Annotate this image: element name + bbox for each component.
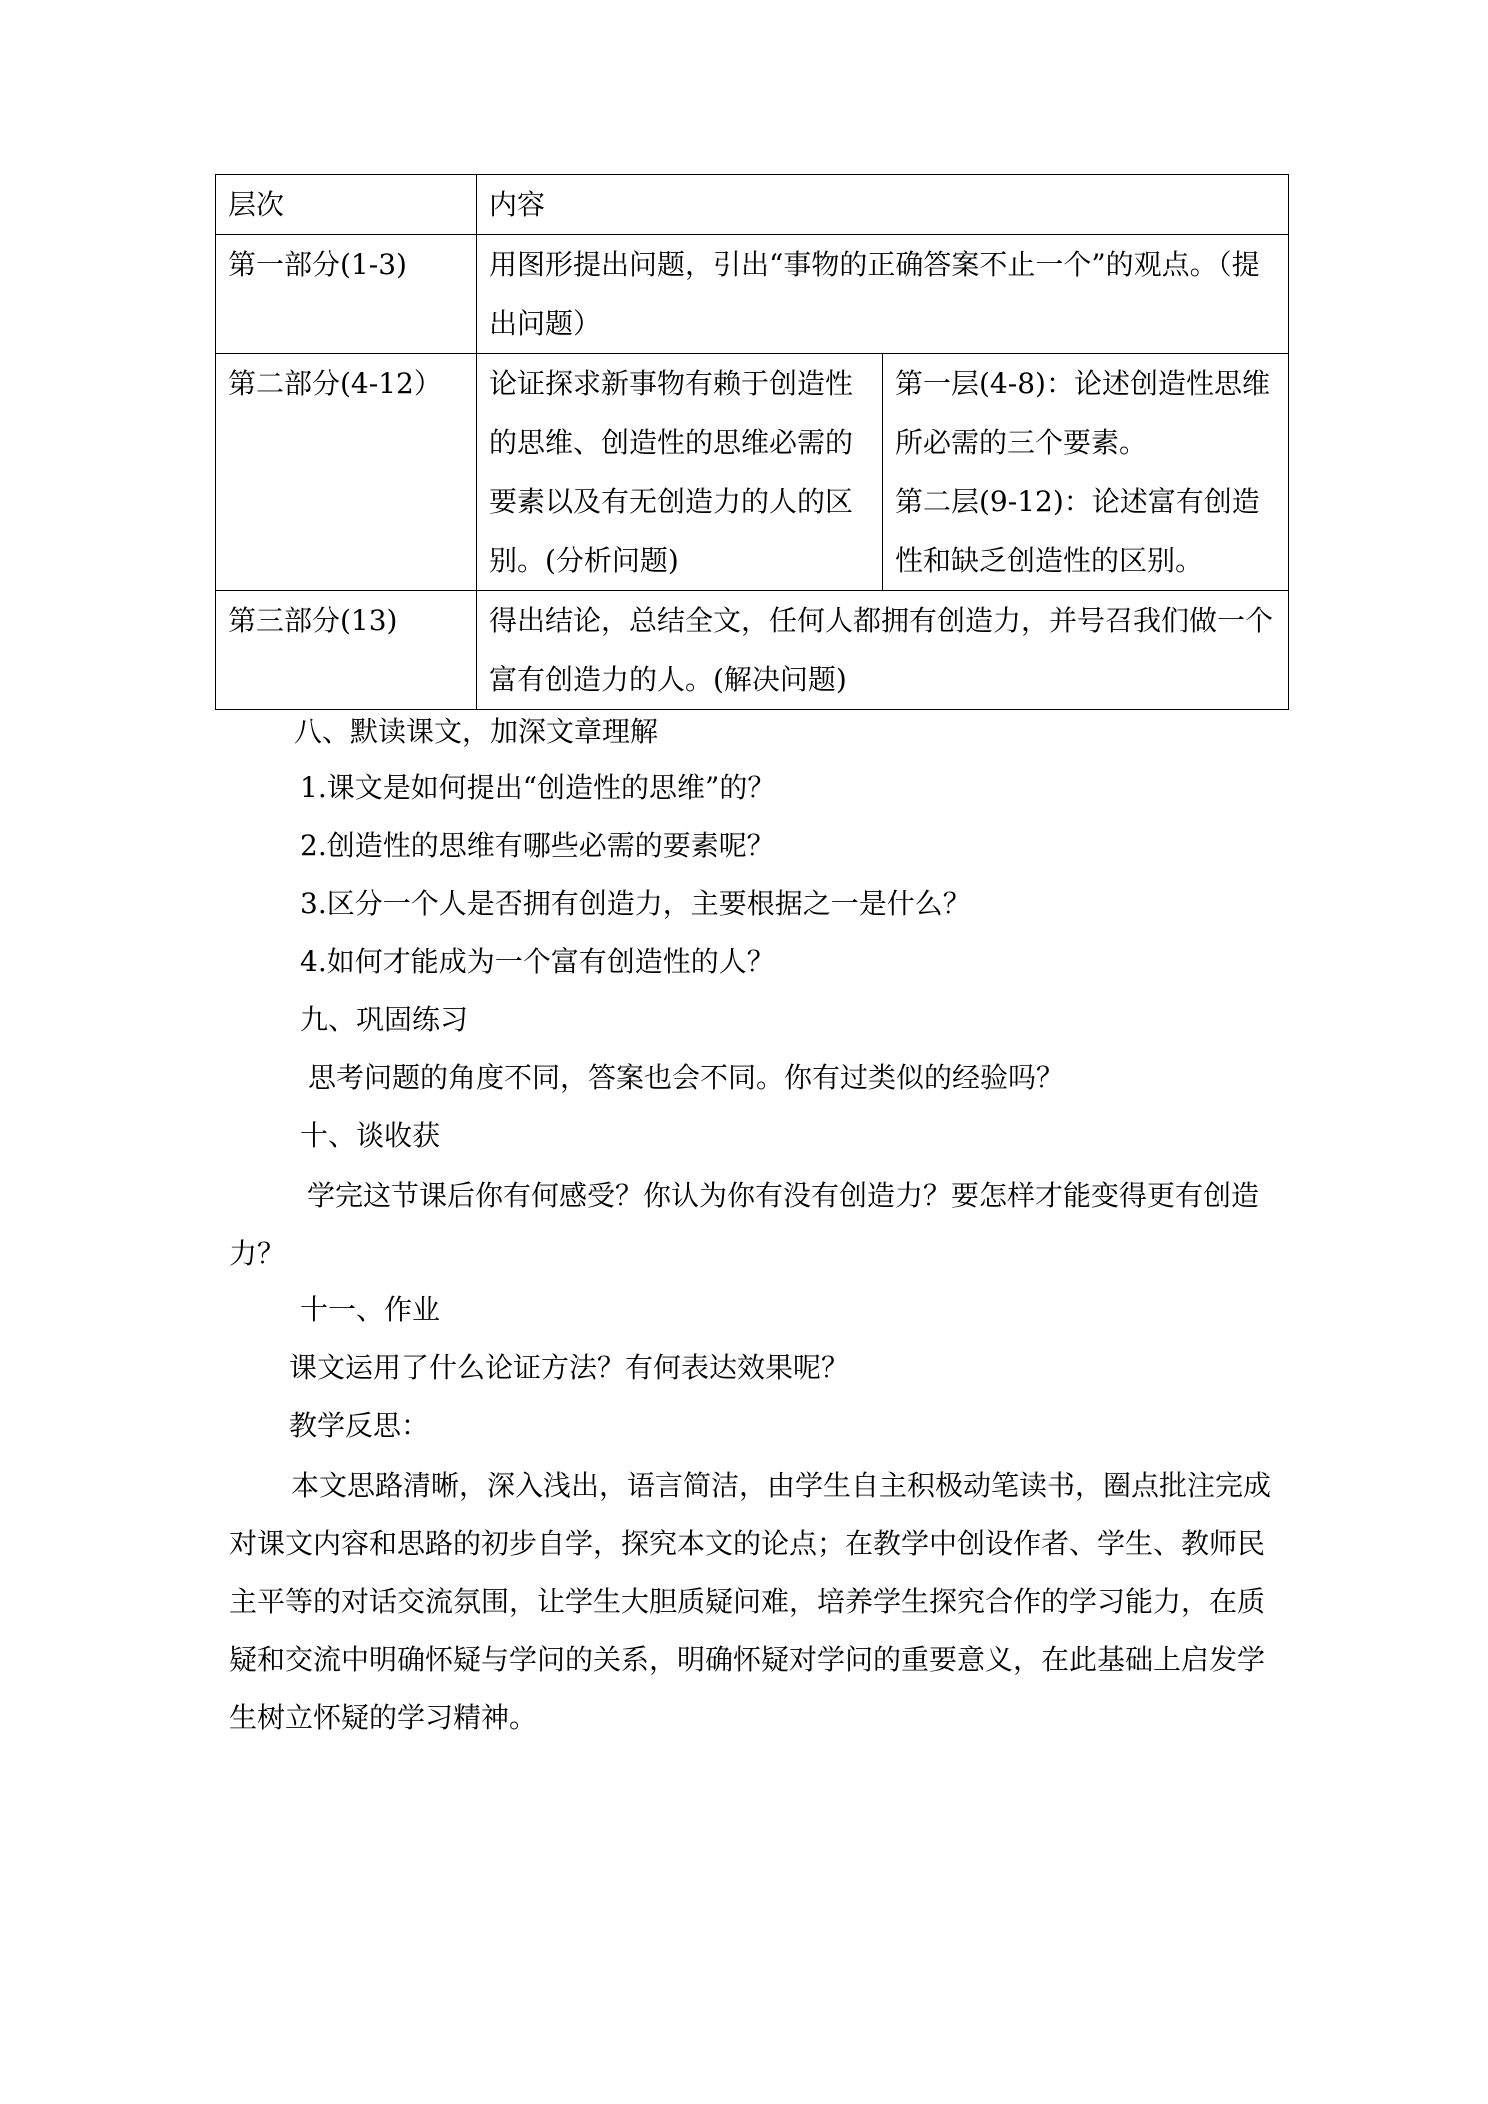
structure-table (215, 174, 1289, 710)
reflection-heading: 教学反思： (289, 1409, 430, 1442)
row-level: 第一部分(1-3) (216, 235, 477, 354)
row-level: 第三部分(13) (216, 591, 477, 710)
section-8-heading: 八、默读课文，加深文章理解 (294, 715, 659, 748)
section-10-text: 学完这节课后你有何感受？你认为你有没有创造力？要怎样才能变得更有创造力？ (229, 1179, 1260, 1270)
row-layers (883, 354, 1289, 591)
section-11-text: 课文运用了什么论证方法？有何表达效果呢？ (289, 1351, 850, 1384)
section-11-heading: 十一、作业 (300, 1293, 441, 1326)
question-4: 4.如何才能成为一个富有创造性的人？ (300, 945, 775, 978)
reflection-text: 本文思路清晰，深入浅出，语言简洁，由学生自主积极动笔读书，圈点批注完成对课文内容和思路的初步自学，探究本文的论点；在教学中创设作者、学生、教师民主平等的对话交流氛围，让学生大胆质疑问难，培养学生探究合作的学习能力，在质疑和交流中明确怀疑与学问的关系，明确怀疑对学问的重要意义，在此基础上启发学生树立怀疑的学习精神。 (229, 1469, 1272, 1734)
row-content: 用图形提出问题，引出“事物的正确答案不止一个”的观点。（提出问题） (477, 235, 1289, 354)
table-header-row (216, 175, 1289, 235)
question-1: 1.课文是如何提出“创造性的思维”的？ (300, 771, 776, 804)
table-row (216, 235, 1289, 354)
header-level: 层次 (216, 175, 477, 235)
row-content: 得出结论，总结全文，任何人都拥有创造力，并号召我们做一个富有创造力的人。(解决问题) (477, 591, 1289, 710)
row-level: 第二部分(4-12） (216, 354, 477, 591)
table-row (216, 354, 1289, 591)
layer-two: 第二层(9-12)：论述富有创造性和缺乏创造性的区别。 (895, 485, 1260, 577)
table-row (216, 591, 1289, 710)
section-10-heading: 十、谈收获 (300, 1119, 441, 1152)
header-content: 内容 (477, 175, 1289, 235)
question-2: 2.创造性的思维有哪些必需的要素呢？ (300, 829, 775, 862)
layer-one: 第一层(4-8)：论述创造性思维所必需的三个要素。 (895, 367, 1270, 459)
row-content: 论证探求新事物有赖于创造性的思维、创造性的思维必需的要素以及有无创造力的人的区别。(分析问题) (477, 354, 883, 591)
question-3: 3.区分一个人是否拥有创造力，主要根据之一是什么？ (300, 887, 971, 920)
section-9-heading: 九、巩固练习 (300, 1003, 469, 1036)
section-9-text: 思考问题的角度不同，答案也会不同。你有过类似的经验吗？ (308, 1061, 1065, 1094)
